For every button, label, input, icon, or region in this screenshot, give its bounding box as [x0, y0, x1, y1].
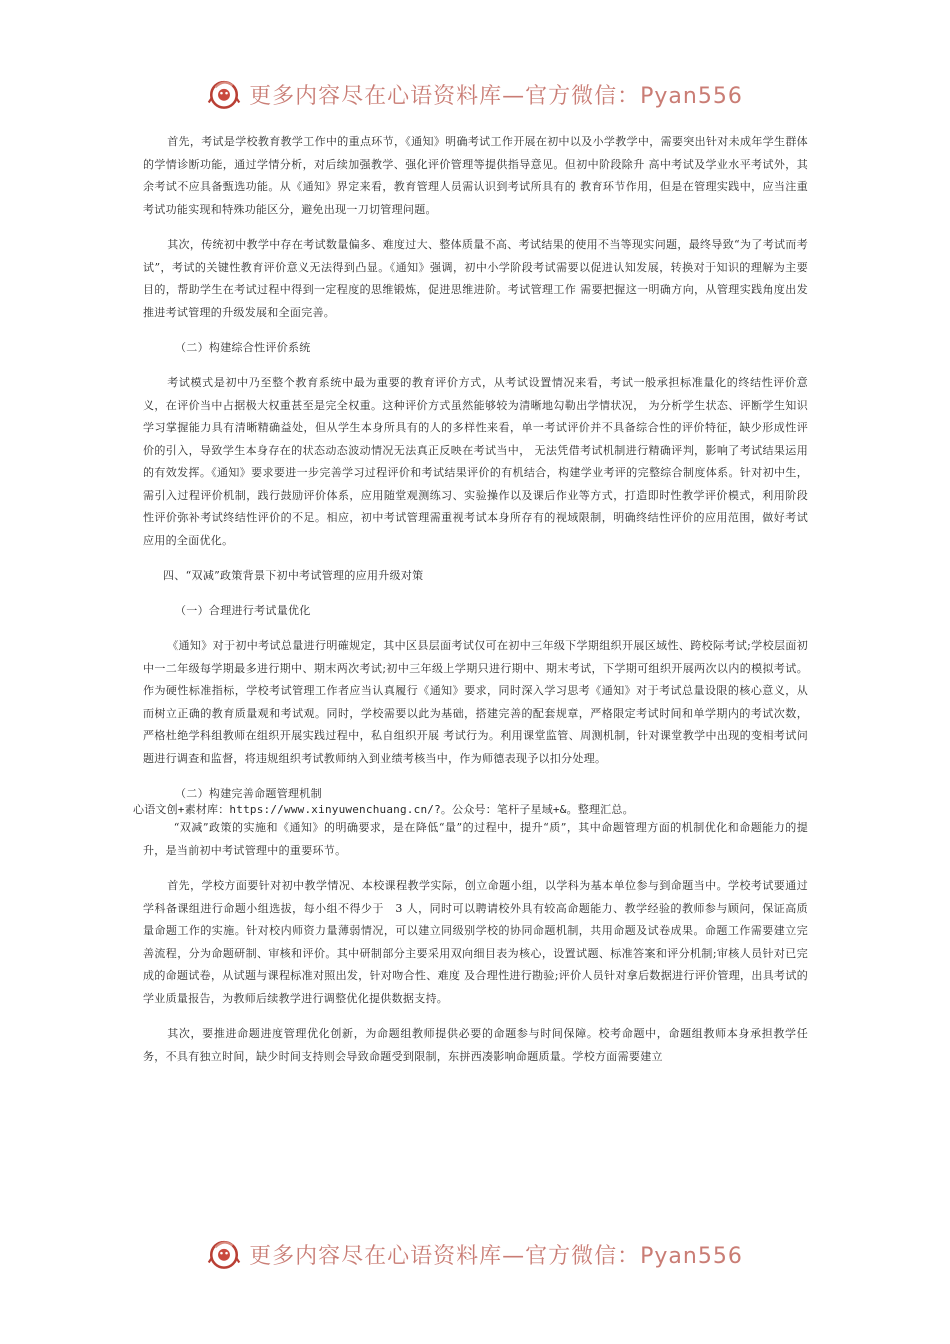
paragraph-proposition-schedule: 其次，要推进命题进度管理优化创新，为命题组教师提供必要的命题参与时间保障。校考命题中，命题组教师本身承担教学任务，不具有独立时间，缺少时间支持则会导致命题受到限制，东拼西凑影响命题质量。学校方面需要建立 — [143, 1027, 808, 1063]
paragraph-proposition-team: 首先，学校方面要针对初中教学情况、本校课程教学实际，创立命题小组，以学科为基本单位参与到命题当中。学校考试要通过学科备课组进行命题小组选拔，每小组不得少于 3 人，同时可以聘请校外具有较高命题能力、教学经验的教师参与顾问，保证高质量命题工作的实施。针对校内师资力量薄弱情况，可以建立同级别学校的协同命题机制，共用命题及试卷成果。命题工作需要建立完善流程，分为命题研制、审核和评价。其中研制部分主要采用双向细目表为核心，设置试题、标准答案和评分机制;审核人员针对已完成的命题试卷，从试题与课程标准对照出发，针对吻合性、难度 及合理性进行勘验;评价人员针对拿后数据进行评价管理，出具考试的学业质量报告，为教师后续教学进行调整优化提供数据支持。 — [143, 879, 808, 1005]
heading-exam-quantity: （一）合理进行考试量优化 — [175, 604, 311, 617]
watermark-text: 更多内容尽在心语资料库—官方微信：Pyan556 — [249, 1243, 743, 1269]
red-mascot-logo-icon — [207, 77, 241, 111]
paragraph-exam-problems: 其次，传统初中教学中存在考试数量偏多、难度过大、整体质量不高、考试结果的使用不当等现实问题，最终导致“为了考试而考试”，考试的关键性教育评价意义无法得到凸显。《通知》强调，初中小学阶段考试需要以促进认知发展，转换对于知识的理解为主要目的，帮助学生在考试过程中得到一定程度的思维锻炼，促进思维进阶。考试管理工作 需要把握这一明确方向，从管理实践角度出发推进考试管理的升级发展和全面完善。 — [143, 238, 808, 319]
heading-section-four: 四、“双减”政策背景下初中考试管理的应用升级对策 — [163, 569, 424, 582]
footer-watermark-banner — [0, 1232, 950, 1276]
header-watermark-banner — [0, 72, 950, 116]
source-watermark-line: 心语文创+素材库：https://www.xinyuwenchuang.cn/?。公众号：笔杆子星域+&。整理汇总。 — [133, 803, 634, 816]
paragraph-exam-role: 首先，考试是学校教育教学工作中的重点环节，《通知》明确考试工作开展在初中以及小学教学中，需要突出针对未成年学生群体的学情诊断功能，通过学情分析，对后续加强教学、强化评价管理等提供指导意见。但初中阶段除升 高中考试及学业水平考试外，其余考试不应具备甄选功能。从《通知》界定来看，教育管理人员需认识到考试所具有的 教育环节作用，但是在管理实践中，应当注重考试功能实现和特殊功能区分，避免出现一刀切管理问题。 — [143, 135, 808, 216]
paragraph-evaluation-system: 考试模式是初中乃至整个教育系统中最为重要的教育评价方式，从考试设置情况来看，考试一般承担标准量化的终结性评价意义，在评价当中占据极大权重甚至是完全权重。这种评价方式虽然能够较为清晰地勾勒出学情状况， 为分析学生状态、评断学生知识学习掌握能力具有清晰精确益处，但从学生本身所具有的人的多样性来看，单一考试评价并不具备综合性的评价特征，缺少形成性评价的引入，导致学生本身存在的状态动态波动情况无法真正反映在考试当中， 无法凭借考试机制进行精确评判，影响了考试结果运用的有效发挥。《通知》要求要进一步完善学习过程评价和考试结果评价的有机结合，构建学业考评的完整综合制度体系。针对初中生，需引入过程评价机制，践行鼓励评价体系，应用随堂观测练习、实验操作以及课后作业等方式，打造即时性教学评价模式，利用阶段性评价弥补考试终结性评价的不足。相应，初中考试管理需重视考试本身所存有的视域限制，明确终结性评价的应用范围，做好考试应用的全面优化。 — [143, 376, 808, 547]
watermark-text: 更多内容尽在心语资料库—官方微信：Pyan556 — [249, 83, 743, 109]
heading-comprehensive-evaluation: （二）构建综合性评价系统 — [175, 341, 311, 354]
heading-proposition-management: （二）构建完善命题管理机制 — [175, 787, 322, 800]
document-body — [133, 131, 808, 1081]
paragraph-double-reduction: “双减”政策的实施和《通知》的明确要求，是在降低“量”的过程中，提升“质”，其中命题管理方面的机制优化和命题能力的提升，是当前初中考试管理中的重要环节。 — [143, 821, 808, 857]
paragraph-exam-quantity: 《通知》对于初中考试总量进行明確规定，其中区县层面考试仅可在初中三年级下学期组织开展区域性、跨校际考试;学校层面初中一二年级每学期最多进行期中、期末两次考试;初中三年级上学期只进行期中、期末考试，下学期可组织开展两次以内的模拟考试。作为硬性标准指标，学校考试管理工作者应当认真履行《通知》要求，同时深入学习思考《通知》对于考试总量设限的核心意义，从而树立正确的教育质量观和考试观。同时，学校需要以此为基础，搭建完善的配套规章，严格限定考试时间和单学期内的考试次数，严格杜绝学科组教师在组织开展实践过程中，私自组织开展 考试行为。利用课堂监管、周测机制，针对课堂教学中出现的变相考试问题进行调查和监督，将违规组织考试教师纳入到业绩考核当中，作为师德表现予以扣分处理。 — [143, 639, 808, 765]
red-mascot-logo-icon — [207, 1237, 241, 1271]
